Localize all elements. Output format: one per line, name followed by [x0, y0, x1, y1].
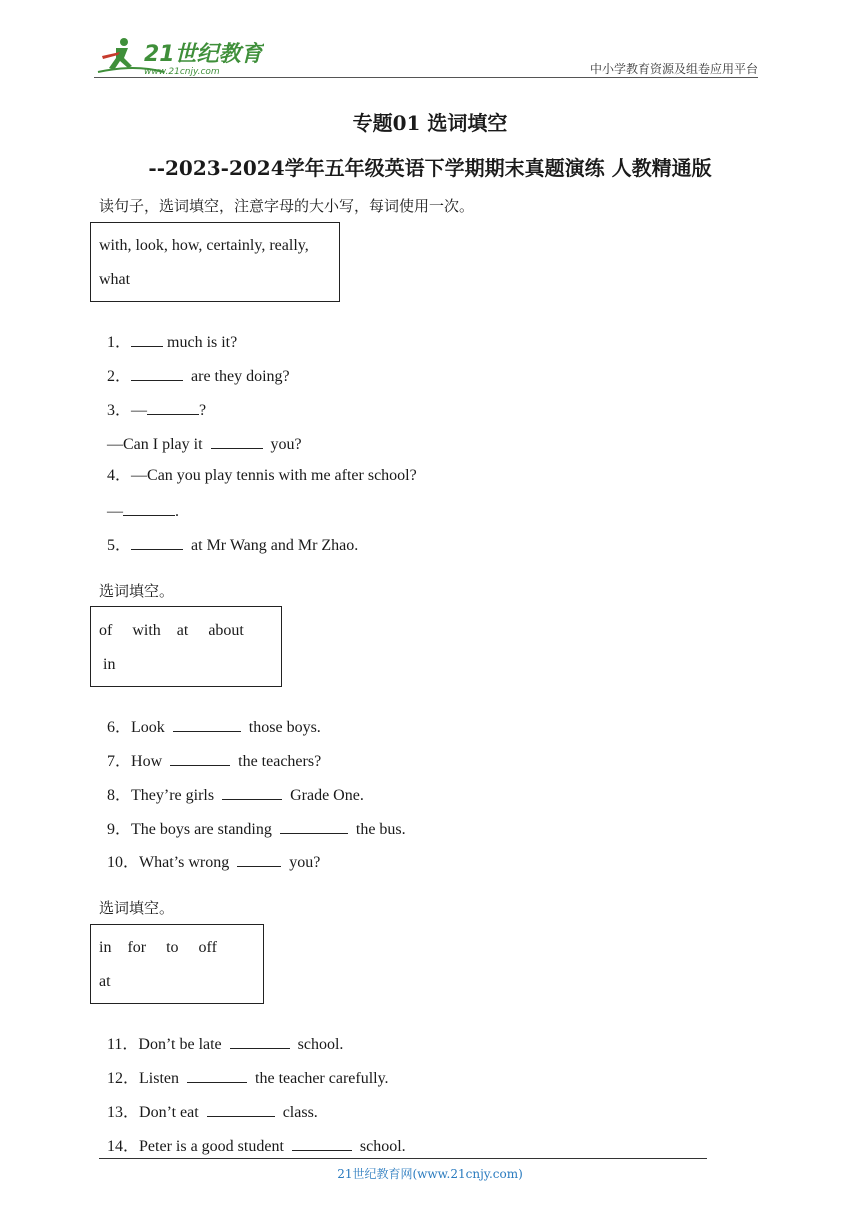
question-number: 6． — [107, 719, 132, 736]
question-10: 10．What’s wrong you? — [99, 831, 320, 873]
question-6: 6．Look those boys. — [99, 696, 321, 738]
word-box-2 — [90, 606, 282, 687]
question-number: 4． — [107, 467, 132, 484]
section1-instruction: 读句子，选词填空，注意字母的大小写，每词使用一次。 — [99, 197, 475, 215]
question-number: 10． — [107, 854, 140, 871]
word-box-line: of with at about — [99, 622, 244, 639]
word-box-line: in — [99, 656, 116, 673]
answer-blank[interactable] — [237, 851, 281, 867]
question-number: 1． — [107, 334, 132, 351]
question-1: 1． much is it? — [99, 311, 237, 353]
section2-instruction: 选词填空。 — [99, 582, 175, 600]
word-box-line: what — [99, 271, 131, 288]
question-14: 14．Peter is a good student school. — [99, 1115, 406, 1157]
question-9: 9．The boys are standing the bus. — [99, 798, 406, 840]
question-number: 7． — [107, 753, 132, 770]
logo-21cnjy — [94, 34, 264, 78]
question-12: 12．Listen the teacher carefully. — [99, 1047, 389, 1089]
question-3: 3．— ? — [99, 379, 206, 421]
page-header — [94, 34, 758, 78]
word-box-line: at — [99, 973, 111, 990]
footer-link[interactable]: 21世纪教育网(www.21cnjy.com) — [337, 1167, 523, 1181]
question-2: 2． are they doing? — [99, 345, 290, 387]
question-number: 5． — [107, 537, 132, 554]
question-13: 13．Don’t eat class. — [99, 1081, 318, 1123]
answer-blank[interactable] — [131, 534, 183, 550]
word-box-3 — [90, 924, 264, 1004]
page-subtitle: --2023-2024学年五年级英语下学期期末真题演练 人教精通版 — [148, 156, 712, 180]
question-number: 8． — [107, 787, 132, 804]
section3-instruction: 选词填空。 — [99, 899, 175, 917]
footer-divider — [99, 1158, 707, 1159]
question-number: 14． — [107, 1138, 140, 1155]
question-3-reply: —Can I play it you? — [99, 413, 302, 455]
question-7: 7．How the teachers? — [99, 730, 321, 772]
question-number: 2． — [107, 368, 132, 385]
question-11: 11．Don’t be late school. — [99, 1013, 343, 1055]
question-4-reply: — . — [99, 480, 179, 522]
question-number: 3． — [107, 402, 132, 419]
question-5: 5． at Mr Wang and Mr Zhao. — [99, 514, 358, 556]
page-title: 专题01 选词填空 — [352, 111, 508, 135]
svg-text:21世纪教育: 21世纪教育 — [144, 42, 263, 67]
word-box-line: in for to off — [99, 939, 217, 956]
word-box-1 — [90, 222, 340, 302]
word-box-line: with, look, how, certainly, really, — [99, 237, 309, 254]
question-number: 11． — [107, 1036, 139, 1053]
answer-blank[interactable] — [292, 1135, 352, 1151]
svg-text:www.21cnjy.com: www.21cnjy.com — [144, 67, 220, 77]
question-number: 12． — [107, 1070, 140, 1087]
question-8: 8．They’re girls Grade One. — [99, 764, 364, 806]
platform-name: 中小学教育资源及组卷应用平台 — [589, 62, 758, 76]
question-number: 13． — [107, 1104, 140, 1121]
question-number: 9． — [107, 821, 132, 838]
header-divider — [94, 77, 758, 78]
question-4: 4．—Can you play tennis with me after school? — [107, 467, 417, 484]
